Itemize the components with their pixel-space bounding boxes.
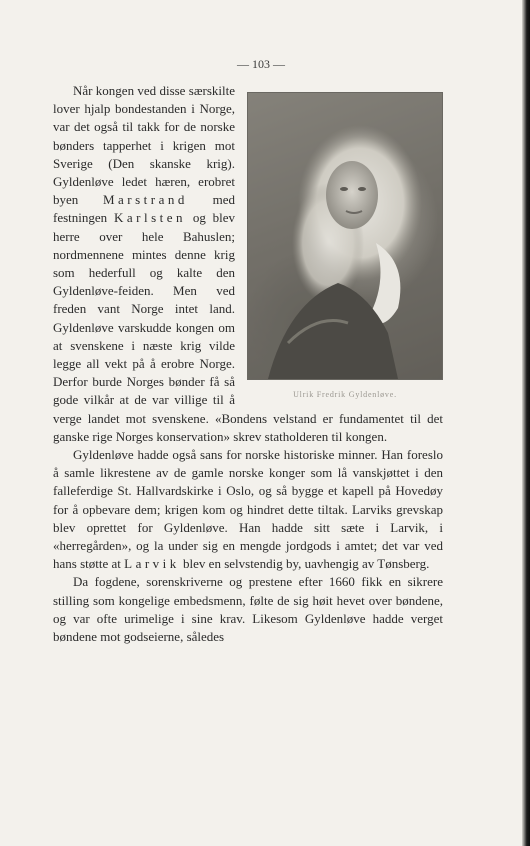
paragraph-3 bbox=[53, 573, 443, 646]
paragraph-2 bbox=[53, 446, 443, 573]
paragraph-1-run-4: Karlsten bbox=[113, 210, 187, 226]
paragraph-1-run-1: Når kongen ved disse særskilte lover hjalp bondestanden i Norge, var det også til takk for de norske bønders tapperhet i krigen mot Sverige (Den skanske krig). Gyldenløve ledet hæren, erobret byen bbox=[53, 83, 235, 208]
page-edge bbox=[522, 0, 530, 846]
body-text bbox=[53, 82, 443, 646]
page-number: — 103 — bbox=[237, 57, 285, 71]
portrait-image bbox=[247, 92, 443, 380]
paragraph-3-run-1: Da fogdene, sorenskriverne og prestene efter 1660 fikk en sikrere stilling som kongelige embedsmenn, følte de sig høit hevet over bøndene, og var ofte urimelige i sine krav. Likesom Gyldenløve hadde verget bøndene mot godseierne, således bbox=[53, 574, 443, 645]
paragraph-1-run-2: Marstrand bbox=[102, 192, 188, 208]
portrait-figure bbox=[247, 92, 443, 399]
portrait-caption: Ulrik Fredrik Gyldenløve. bbox=[293, 390, 397, 399]
paragraph-1-run-3: med festningen bbox=[53, 192, 235, 226]
paragraph-2-run-2: Larvik bbox=[124, 556, 180, 572]
paragraph-2-run-1: Gyldenløve hadde også sans for norske historiske minner. Han foreslo å samle likrestene av de gamle norske konger som lå vanskjøttet i den falleferdige St. Hallvardskirke i Oslo, og så bygge et kapell på Hovedøy for å opbevare dem; krigen kom og hindret dette tiltak. Larviks grevskap blev oprettet for Gyldenløve. Han hadde sitt sæte i Larvik, i «herregården», og la under sig en mengde jordgods i amtet; det var ved hans støtte at bbox=[53, 447, 443, 572]
paragraph-1-run-5: og blev herre over hele Bahuslen; nordmennene mintes denne krig som hederfull og kalte den Gyldenløve-feiden. Men ved freden vant Norge intet land. Gyldenløve varskudde kongen om at svenskene i næste krig vilde legge all vekt på å erobre Norge. Derfor burde Norges bønder få så gode vilkår at de var villige til å verge landet mot svenskene. «Bondens velstand er fundamentet til det ganske rige Norges konservation» skrev statholderen til kongen. bbox=[53, 210, 443, 444]
paragraph-2-run-3: blev en selvstendig by, uavhengig av Tønsberg. bbox=[179, 556, 430, 572]
portrait-drawing bbox=[248, 93, 442, 379]
